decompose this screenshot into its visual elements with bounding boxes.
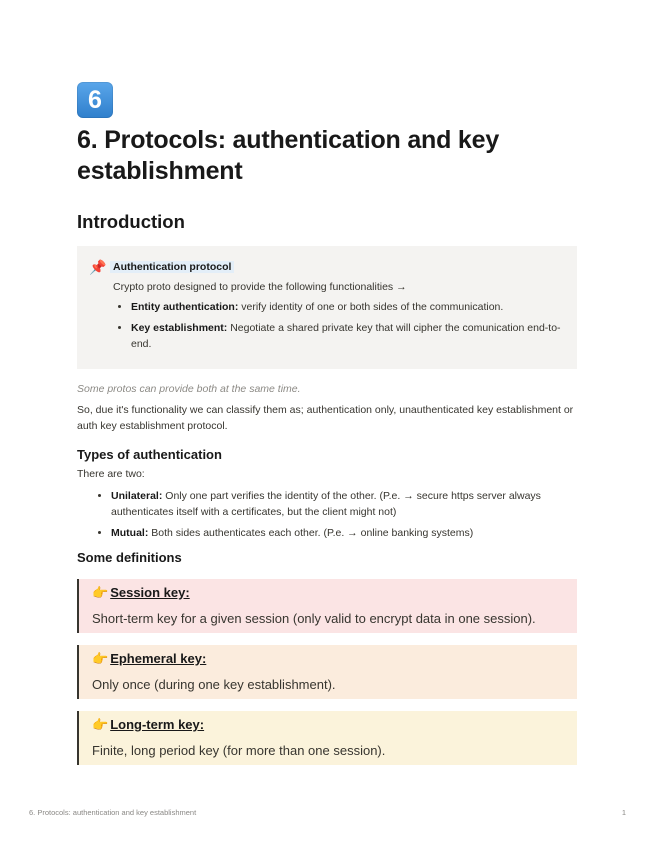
list-item xyxy=(131,299,567,315)
definition-text: Only once (during one key establishment). xyxy=(92,677,336,692)
callout-body xyxy=(113,259,567,357)
definition-title xyxy=(92,584,577,602)
definitions-heading: Some definitions xyxy=(77,550,182,565)
definition-title-text: Session key: xyxy=(110,585,190,600)
definition-long-term-key xyxy=(77,711,577,765)
authentication-protocol-callout xyxy=(77,246,577,369)
list-item xyxy=(131,320,567,352)
definition-title-text: Long-term key: xyxy=(110,717,205,732)
definition-session-key xyxy=(77,579,577,633)
introduction-heading: Introduction xyxy=(77,211,185,232)
list-item-label: Entity authentication: xyxy=(131,301,239,313)
list-item-text: Negotiate a shared private key that will cipher the comunication end-to-end. xyxy=(131,322,561,350)
list-item-text: Only one part verifies the identity of the other. (P.e. → secure https server always authenticates itself with a certificates, but the client might not) xyxy=(111,490,541,518)
callout-title: Authentication protocol xyxy=(110,261,234,273)
types-heading: Types of authentication xyxy=(77,447,222,462)
pointing-hand-icon: 👉 xyxy=(92,717,109,732)
definition-ephemeral-key xyxy=(77,645,577,699)
classification-paragraph: So, due it's functionality we can classify them as; authentication only, unauthenticated key establishment or auth key establishment protocol. xyxy=(77,404,574,432)
page-content xyxy=(77,82,577,765)
definition-title-text: Ephemeral key: xyxy=(110,651,207,666)
list-item-label: Mutual: xyxy=(111,527,149,539)
page-icon-number-six: 6 xyxy=(77,82,113,118)
functionality-list xyxy=(113,299,567,352)
definition-text: Short-term key for a given session (only valid to encrypt data in one session). xyxy=(92,611,536,626)
footer-page-number: 1 xyxy=(621,808,626,817)
list-item-label: Key establishment: xyxy=(131,322,228,334)
list-item-text: verify identity of one or both sides of the communication. xyxy=(238,301,504,313)
types-intro: There are two: xyxy=(77,468,145,480)
pointing-hand-icon: 👉 xyxy=(92,651,109,666)
definition-text: Finite, long period key (for more than one session). xyxy=(92,743,386,758)
list-item xyxy=(111,488,577,520)
list-item-text: Both sides authenticates each other. (P.e. → online banking systems) xyxy=(148,527,474,539)
definition-title xyxy=(92,716,577,734)
types-list xyxy=(77,488,577,541)
list-item xyxy=(111,525,577,541)
list-item-label: Unilateral: xyxy=(111,490,163,502)
callout-text: Crypto proto designed to provide the following functionalities → xyxy=(113,281,407,293)
pushpin-icon: 📌 xyxy=(89,259,107,275)
definition-title xyxy=(92,650,577,668)
pointing-hand-icon: 👉 xyxy=(92,585,109,600)
italic-note: Some protos can provide both at the same time. xyxy=(77,383,301,395)
page-title: 6. Protocols: authentication and key establishment xyxy=(77,126,500,185)
footer-document-title: 6. Protocols: authentication and key establishment xyxy=(29,808,197,817)
